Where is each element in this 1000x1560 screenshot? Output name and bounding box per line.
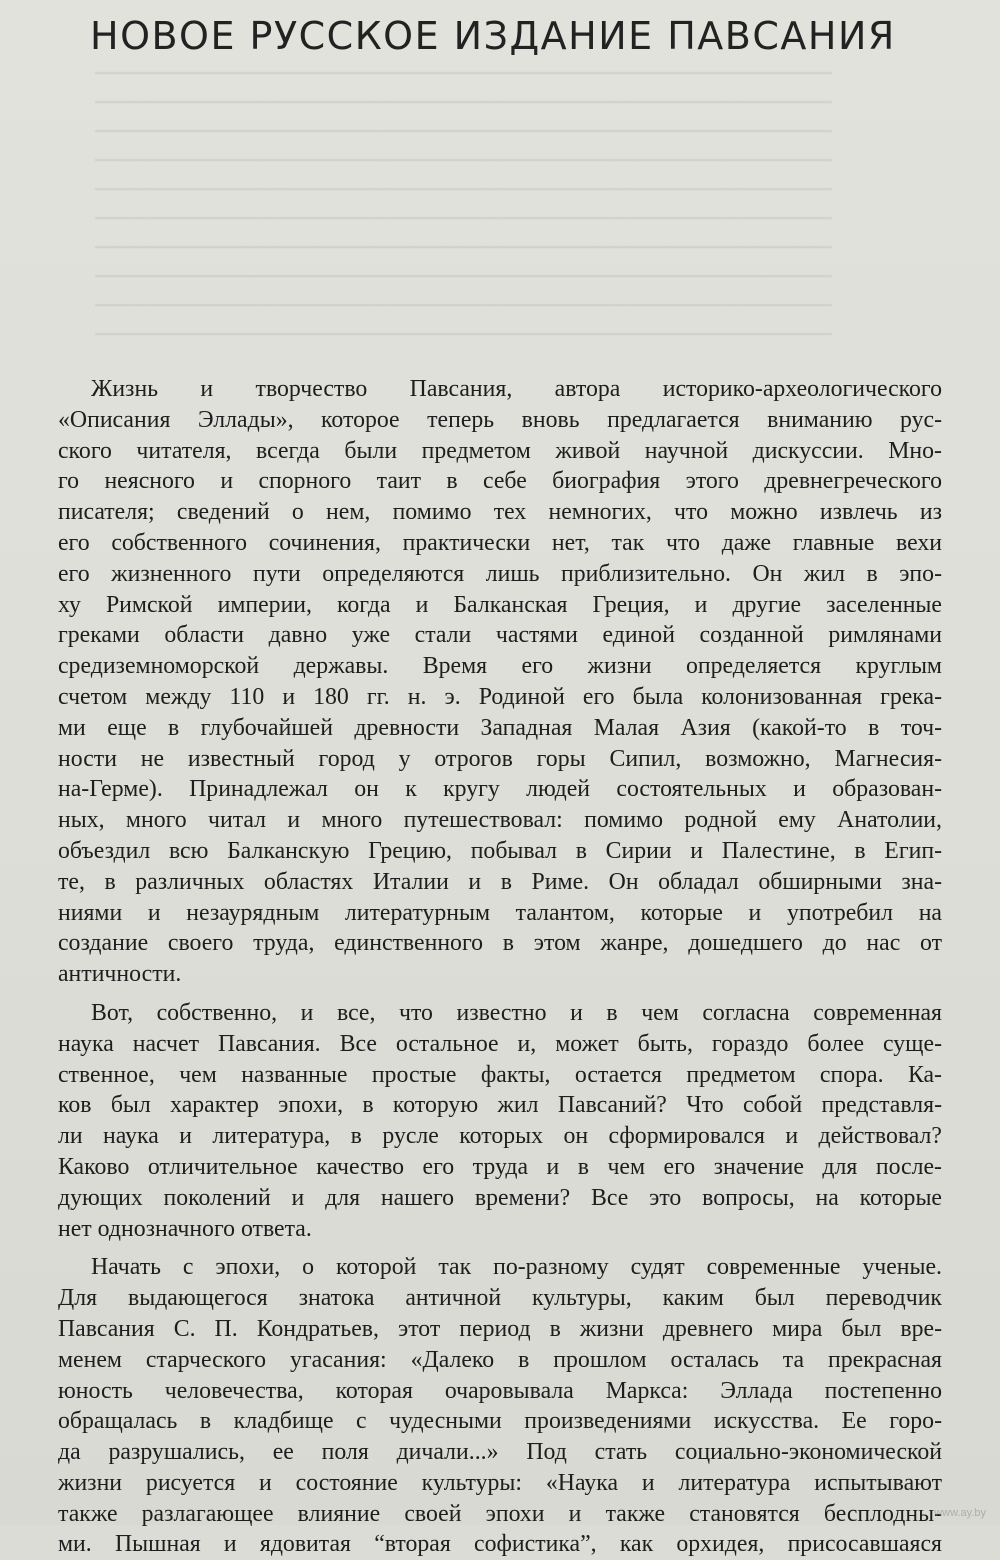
text-line: ми еще в глубочайшей древности Западная Малая Азия (какой-то в точ- (58, 714, 942, 741)
text-line: ского читателя, всегда были предметом живой научной дискуссии. Мно- (58, 437, 942, 464)
text-line: греками области давно уже стали частями единой созданной римлянами (58, 622, 942, 649)
text-line: ных, много читал и много путешествовал: помимо родной ему Анатолии, (58, 807, 942, 834)
text-line: ности не известный город у отрогов горы Сипил, возможно, Магнесия- (58, 745, 942, 772)
text-line: счетом между 110 и 180 гг. н. э. Родиной его была колонизованная грека- (58, 683, 942, 710)
text-line: ли наука и литература, в русле которых он сформировался и действовал? (58, 1123, 942, 1150)
paragraph (58, 1252, 942, 1560)
text-line: объездил всю Балканскую Грецию, побывал в Сирии и Палестине, в Егип- (58, 837, 942, 864)
text-line: его собственного сочинения, практически нет, так что даже главные вехи (58, 529, 942, 556)
text-line: ственное, чем названные простые факты, остается предметом спора. Ка- (58, 1061, 942, 1088)
paragraph (58, 374, 942, 990)
text-line: ми. Пышная и ядовитая “вторая софистика”, как орхидея, присосавшаяся (58, 1531, 942, 1558)
text-line: также разлагающее влияние своей эпохи и также становятся бесплодны- (58, 1500, 942, 1527)
text-line: те, в различных областях Италии и в Риме. Он обладал обширными зна- (58, 868, 942, 895)
text-line: Для выдающегося знатока античной культуры, каким был переводчик (58, 1285, 942, 1312)
paragraph (58, 998, 942, 1244)
text-line: ху Римской империи, когда и Балканская Греция, и другие заселенные (58, 591, 942, 618)
watermark: www.ay.by (934, 1507, 986, 1519)
text-line: ниями и незаурядным литературным талантом, которые и употребил на (58, 899, 942, 926)
text-line: жизни рисуется и состояние культуры: «Наука и литература испытывают (58, 1469, 942, 1496)
text-line: Вот, собственно, и все, что известно и в чем согласна современная (91, 999, 942, 1026)
text-line: го неясного и спорного таит в себе биография этого древнегреческого (58, 468, 942, 495)
text-line: дующих поколений и для нашего времени? Все это вопросы, на которые (58, 1184, 942, 1211)
text-line: обращалась в кладбище с чудесными произведениями искусства. Ее горо- (58, 1408, 942, 1435)
text-line: писателя; сведений о нем, помимо тех немногих, что можно извлечь из (58, 499, 942, 526)
text-line: создание своего труда, единственного в этом жанре, дошедшего до нас от (58, 930, 942, 957)
text-line: Жизнь и творчество Павсания, автора историко-археологического (91, 376, 942, 402)
text-line: античности. (58, 961, 182, 988)
text-line: «Описания Эллады», которое теперь вновь предлагается вниманию рус- (58, 406, 942, 433)
text-line: средиземноморской державы. Время его жизни определяется круглым (58, 653, 942, 680)
text-line: наука насчет Павсания. Все остальное и, может быть, гораздо более суще- (58, 1030, 942, 1057)
body-text (58, 374, 942, 1560)
text-line: юность человечества, которая очаровывала Маркса: Эллада постепенно (58, 1377, 942, 1404)
text-line: Павсания С. П. Кондратьев, этот период в жизни древнего мира был вре- (58, 1315, 942, 1342)
page-title: НОВОЕ РУССКОЕ ИЗДАНИЕ ПАВСАНИЯ (90, 14, 896, 58)
text-line: ков был характер эпохи, в которую жил Павсаний? Что собой представля- (58, 1092, 942, 1119)
text-line: его жизненного пути определяются лишь приблизительно. Он жил в эпо- (58, 560, 942, 587)
text-line: Начать с эпохи, о которой так по-разному судят современные ученые. (91, 1254, 942, 1281)
text-line: менем старческого угасания: «Далеко в прошлом осталась та прекрасная (58, 1346, 942, 1373)
text-line: да разрушались, ее поля дичали...» Под стать социально-экономической (58, 1439, 942, 1466)
text-line: на-Герме). Принадлежал он к кругу людей состоятельных и образован- (58, 776, 942, 803)
text-line: нет однозначного ответа. (58, 1215, 312, 1242)
bleed-through-text: ──────────────────────────────────────── ──────────────────────────────────────── ──────────────────────────────────────── ──────────────────────────────────────── ──────────────────────────────────────── ──────────────────────────────────────── ──────────────────────────────────────── ──────────────────────────────────────── ──────────────────────────────────────── ──────────────────────────────────────── (95, 58, 832, 348)
text-line: Каково отличительное качество его труда и в чем его значение для после- (58, 1153, 942, 1180)
